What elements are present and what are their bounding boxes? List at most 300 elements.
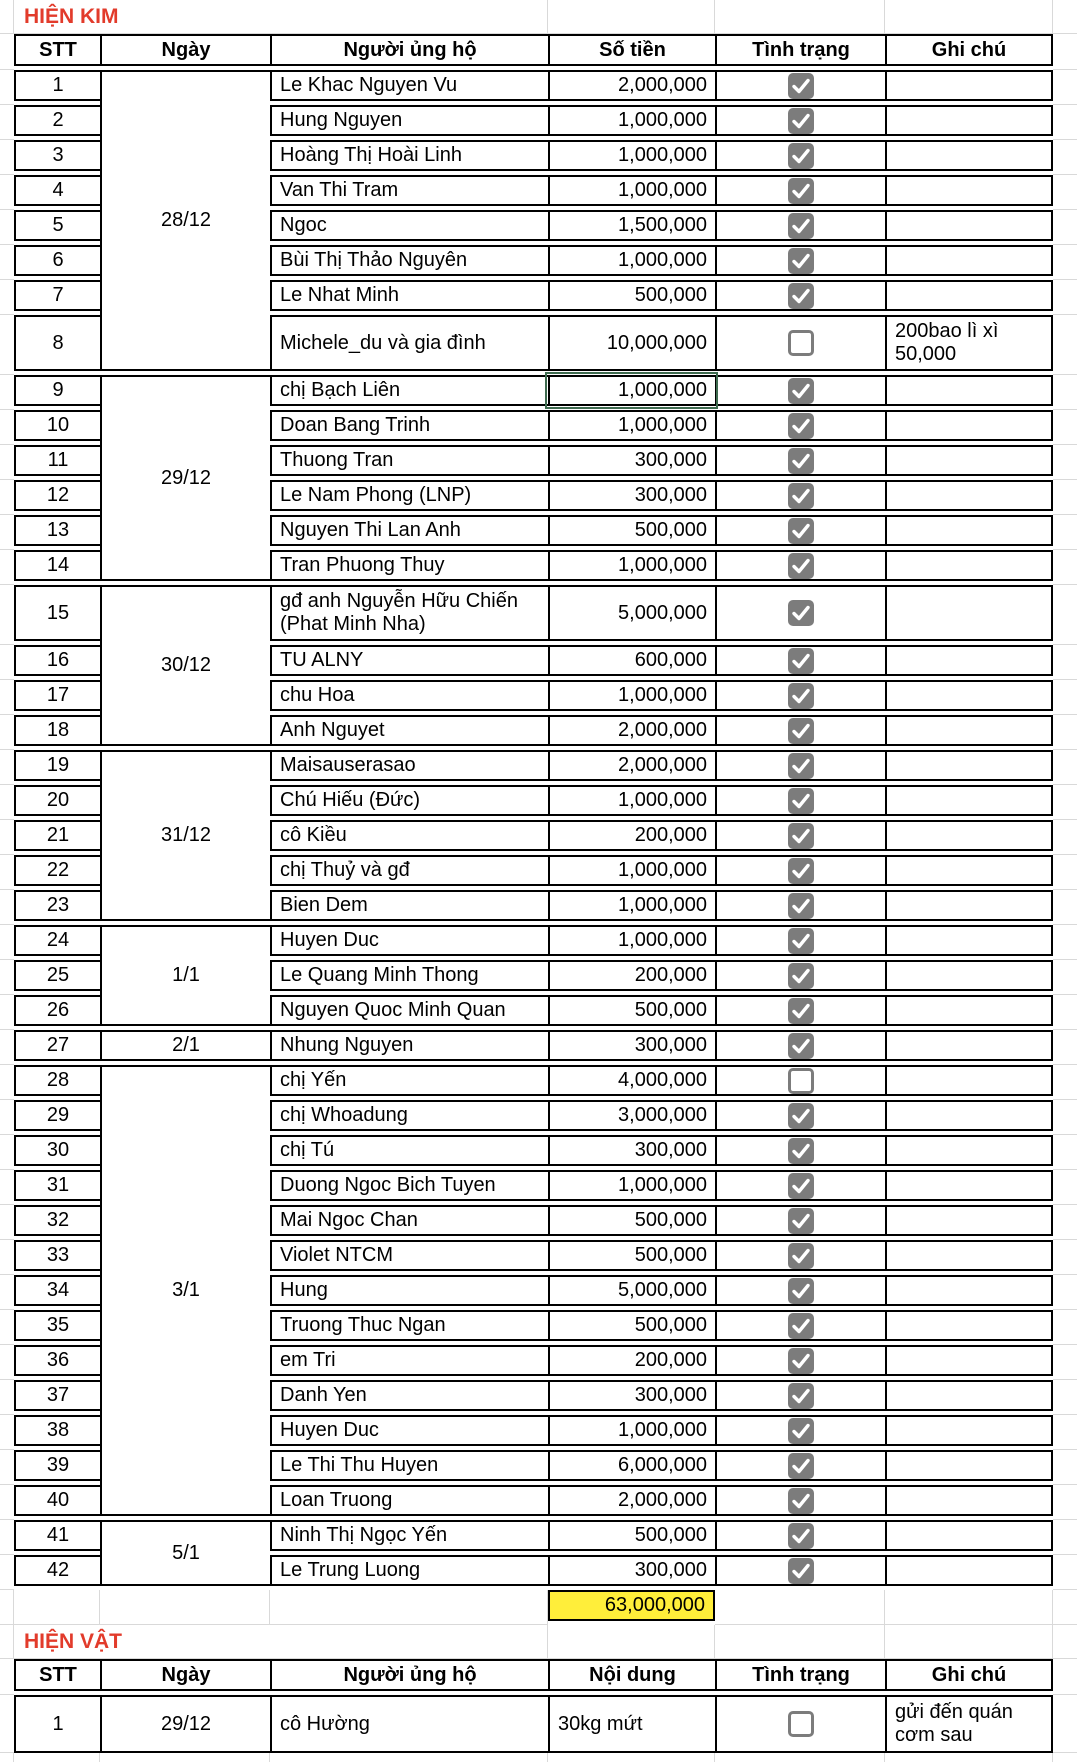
amount-cell-selected[interactable]: 1,000,000 <box>548 375 715 406</box>
status-cell[interactable] <box>715 480 885 511</box>
gridline-cell <box>270 1590 548 1625</box>
note-cell[interactable] <box>885 445 1053 476</box>
note-cell[interactable] <box>885 1100 1053 1131</box>
donor-name-cell[interactable]: Doan Bang Trinh <box>270 410 548 441</box>
status-cell[interactable] <box>715 1170 885 1201</box>
status-cell[interactable] <box>715 1065 885 1096</box>
note-cell[interactable] <box>885 995 1053 1026</box>
header-cell[interactable]: Ngày <box>100 1659 270 1691</box>
header-cell[interactable]: Số tiền <box>548 34 715 66</box>
donor-name-cell[interactable]: chị Whoadung <box>270 1100 548 1131</box>
stt-cell[interactable]: 21 <box>14 820 100 851</box>
status-cell[interactable] <box>715 1205 885 1236</box>
donor-name-cell[interactable]: chị Thuỷ và gđ <box>270 855 548 886</box>
margin-cell <box>0 855 14 890</box>
note-cell[interactable]: gửi đến quán cơm sau <box>885 1695 1053 1753</box>
amount-cell[interactable]: 4,000,000 <box>548 1065 715 1096</box>
status-checkbox-checked[interactable] <box>788 1523 814 1549</box>
amount-cell[interactable]: 1,000,000 <box>548 245 715 276</box>
stt-cell[interactable]: 37 <box>14 1380 100 1411</box>
total-amount-cell[interactable]: 63,000,000 <box>548 1590 715 1621</box>
status-checkbox-checked[interactable] <box>788 213 814 239</box>
amount-cell[interactable]: 1,000,000 <box>548 140 715 171</box>
status-checkbox-checked[interactable] <box>788 600 814 626</box>
status-cell[interactable] <box>715 245 885 276</box>
status-checkbox-unchecked[interactable] <box>788 330 814 356</box>
header-cell[interactable]: Tình trạng <box>715 34 885 66</box>
status-checkbox-unchecked[interactable] <box>788 1711 814 1737</box>
status-cell[interactable] <box>715 960 885 991</box>
donor-name-cell[interactable]: Duong Ngoc Bich Tuyen <box>270 1170 548 1201</box>
donor-name-cell[interactable]: chị Tú <box>270 1135 548 1166</box>
date-cell[interactable]: 5/1 <box>100 1520 270 1586</box>
note-cell[interactable] <box>885 1310 1053 1341</box>
note-cell[interactable] <box>885 1520 1053 1551</box>
note-cell[interactable] <box>885 890 1053 921</box>
stt-cell[interactable]: 36 <box>14 1345 100 1376</box>
status-checkbox-checked[interactable] <box>788 1488 814 1514</box>
amount-cell[interactable]: 1,500,000 <box>548 210 715 241</box>
amount-cell[interactable]: 300,000 <box>548 1135 715 1166</box>
amount-cell[interactable]: 1,000,000 <box>548 680 715 711</box>
status-checkbox-checked[interactable] <box>788 73 814 99</box>
status-cell[interactable] <box>715 1030 885 1061</box>
note-cell[interactable] <box>885 645 1053 676</box>
donor-name-cell[interactable]: cô Kiều <box>270 820 548 851</box>
stt-cell[interactable]: 4 <box>14 175 100 206</box>
amount-cell[interactable]: 600,000 <box>548 645 715 676</box>
note-cell[interactable] <box>885 1380 1053 1411</box>
note-cell[interactable] <box>885 750 1053 781</box>
margin-cell <box>1053 375 1077 410</box>
margin-cell <box>0 245 14 280</box>
stt-cell[interactable]: 2 <box>14 105 100 136</box>
amount-cell[interactable]: 1,000,000 <box>548 175 715 206</box>
note-cell[interactable] <box>885 1240 1053 1271</box>
header-cell[interactable]: Ghi chú <box>885 34 1053 66</box>
status-checkbox-checked[interactable] <box>788 718 814 744</box>
amount-cell[interactable]: 300,000 <box>548 1555 715 1586</box>
note-cell[interactable] <box>885 855 1053 886</box>
note-cell[interactable] <box>885 1135 1053 1166</box>
stt-cell[interactable]: 41 <box>14 1520 100 1551</box>
status-checkbox-checked[interactable] <box>788 788 814 814</box>
status-checkbox-checked[interactable] <box>788 963 814 989</box>
stt-cell[interactable]: 23 <box>14 890 100 921</box>
donor-name-cell[interactable]: Le Quang Minh Thong <box>270 960 548 991</box>
amount-cell[interactable]: 500,000 <box>548 1520 715 1551</box>
donor-name-cell[interactable]: Michele_du và gia đình <box>270 315 548 371</box>
status-checkbox-checked[interactable] <box>788 1348 814 1374</box>
amount-cell[interactable]: 300,000 <box>548 445 715 476</box>
amount-cell[interactable]: 300,000 <box>548 480 715 511</box>
status-cell[interactable] <box>715 550 885 581</box>
status-cell[interactable] <box>715 1695 885 1753</box>
status-checkbox-checked[interactable] <box>788 448 814 474</box>
status-checkbox-checked[interactable] <box>788 248 814 274</box>
amount-cell[interactable]: 500,000 <box>548 1310 715 1341</box>
amount-cell[interactable]: 500,000 <box>548 995 715 1026</box>
header-cell[interactable]: Người ủng hộ <box>270 34 548 66</box>
status-cell[interactable] <box>715 855 885 886</box>
margin-cell <box>1053 175 1077 210</box>
donor-name-cell[interactable]: Le Nhat Minh <box>270 280 548 311</box>
status-cell[interactable] <box>715 680 885 711</box>
status-cell[interactable] <box>715 1450 885 1481</box>
status-checkbox-checked[interactable] <box>788 998 814 1024</box>
note-cell[interactable] <box>885 1555 1053 1586</box>
header-cell[interactable]: Người ủng hộ <box>270 1659 548 1691</box>
date-cell[interactable]: 30/12 <box>100 585 270 746</box>
status-cell[interactable] <box>715 1240 885 1271</box>
donor-name-cell[interactable]: Hung <box>270 1275 548 1306</box>
margin-cell <box>0 105 14 140</box>
status-cell[interactable] <box>715 1310 885 1341</box>
margin-cell <box>1053 550 1077 585</box>
stt-cell[interactable]: 40 <box>14 1485 100 1516</box>
donor-name-cell[interactable]: Ninh Thị Ngọc Yến <box>270 1520 548 1551</box>
donor-name-cell[interactable]: Le Khac Nguyen Vu <box>270 70 548 101</box>
status-checkbox-checked[interactable] <box>788 1208 814 1234</box>
donor-name-cell[interactable]: Tran Phuong Thuy <box>270 550 548 581</box>
header-cell[interactable]: Tình trạng <box>715 1659 885 1691</box>
note-cell[interactable] <box>885 210 1053 241</box>
content-cell[interactable]: 30kg mứt <box>548 1695 715 1753</box>
amount-cell[interactable]: 500,000 <box>548 515 715 546</box>
donor-name-cell[interactable]: em Tri <box>270 1345 548 1376</box>
status-cell[interactable] <box>715 515 885 546</box>
status-checkbox-checked[interactable] <box>788 413 814 439</box>
amount-cell[interactable]: 500,000 <box>548 1240 715 1271</box>
status-cell[interactable] <box>715 1555 885 1586</box>
note-cell[interactable] <box>885 140 1053 171</box>
status-cell[interactable] <box>715 890 885 921</box>
status-checkbox-checked[interactable] <box>788 1558 814 1584</box>
donor-name-cell[interactable]: Nhung Nguyen <box>270 1030 548 1061</box>
status-cell[interactable] <box>715 375 885 406</box>
donor-name-cell[interactable]: chị Bạch Liên <box>270 375 548 406</box>
margin-cell <box>0 1380 14 1415</box>
donor-name-cell[interactable]: Huyen Duc <box>270 1415 548 1446</box>
note-cell[interactable] <box>885 585 1053 641</box>
note-cell[interactable] <box>885 480 1053 511</box>
status-cell[interactable] <box>715 315 885 371</box>
date-cell[interactable]: 2/1 <box>100 1030 270 1061</box>
amount-cell[interactable]: 3,000,000 <box>548 1100 715 1131</box>
amount-cell[interactable]: 1,000,000 <box>548 890 715 921</box>
note-cell[interactable] <box>885 1030 1053 1061</box>
donor-name-cell[interactable]: Ngoc <box>270 210 548 241</box>
status-checkbox-checked[interactable] <box>788 518 814 544</box>
status-checkbox-checked[interactable] <box>788 553 814 579</box>
status-cell[interactable] <box>715 1520 885 1551</box>
amount-cell[interactable]: 6,000,000 <box>548 1450 715 1481</box>
status-cell[interactable] <box>715 410 885 441</box>
stt-cell[interactable]: 19 <box>14 750 100 781</box>
status-checkbox-checked[interactable] <box>788 1453 814 1479</box>
amount-cell[interactable]: 5,000,000 <box>548 585 715 641</box>
stt-cell[interactable]: 18 <box>14 715 100 746</box>
status-cell[interactable] <box>715 585 885 641</box>
note-cell[interactable] <box>885 960 1053 991</box>
status-checkbox-checked[interactable] <box>788 1278 814 1304</box>
margin-cell <box>0 680 14 715</box>
amount-cell[interactable]: 500,000 <box>548 1205 715 1236</box>
status-cell[interactable] <box>715 105 885 136</box>
amount-cell[interactable]: 1,000,000 <box>548 1415 715 1446</box>
margin-cell <box>1053 1170 1077 1205</box>
note-cell[interactable] <box>885 515 1053 546</box>
stt-cell[interactable]: 42 <box>14 1555 100 1586</box>
status-cell[interactable] <box>715 280 885 311</box>
date-cell[interactable]: 3/1 <box>100 1065 270 1516</box>
donor-name-cell[interactable]: chu Hoa <box>270 680 548 711</box>
status-cell[interactable] <box>715 445 885 476</box>
status-checkbox-checked[interactable] <box>788 483 814 509</box>
header-cell[interactable]: Ghi chú <box>885 1659 1053 1691</box>
donor-name-cell[interactable]: Maisauserasao <box>270 750 548 781</box>
stt-cell[interactable]: 25 <box>14 960 100 991</box>
amount-cell[interactable]: 300,000 <box>548 1380 715 1411</box>
donor-name-cell[interactable]: Nguyen Quoc Minh Quan <box>270 995 548 1026</box>
status-cell[interactable] <box>715 1275 885 1306</box>
status-cell[interactable] <box>715 175 885 206</box>
amount-cell[interactable]: 200,000 <box>548 960 715 991</box>
header-cell[interactable]: Ngày <box>100 34 270 66</box>
donor-name-cell[interactable]: Danh Yen <box>270 1380 548 1411</box>
donor-name-cell[interactable]: Mai Ngoc Chan <box>270 1205 548 1236</box>
stt-cell[interactable]: 38 <box>14 1415 100 1446</box>
status-checkbox-checked[interactable] <box>788 683 814 709</box>
status-checkbox-checked[interactable] <box>788 1418 814 1444</box>
stt-cell[interactable]: 11 <box>14 445 100 476</box>
stt-cell[interactable]: 32 <box>14 1205 100 1236</box>
stt-cell[interactable]: 28 <box>14 1065 100 1096</box>
status-cell[interactable] <box>715 1100 885 1131</box>
note-cell[interactable] <box>885 1205 1053 1236</box>
note-cell[interactable] <box>885 70 1053 101</box>
donor-name-cell[interactable]: Van Thi Tram <box>270 175 548 206</box>
margin-cell <box>0 315 14 375</box>
donor-name-cell[interactable]: Hung Nguyen <box>270 105 548 136</box>
status-cell[interactable] <box>715 715 885 746</box>
stt-cell[interactable]: 10 <box>14 410 100 441</box>
note-cell[interactable]: 200bao lì xì 50,000 <box>885 315 1053 371</box>
status-cell[interactable] <box>715 70 885 101</box>
stt-cell[interactable]: 6 <box>14 245 100 276</box>
stt-cell[interactable]: 3 <box>14 140 100 171</box>
stt-cell[interactable]: 5 <box>14 210 100 241</box>
donor-name-cell[interactable]: Nguyen Thi Lan Anh <box>270 515 548 546</box>
stt-cell[interactable]: 26 <box>14 995 100 1026</box>
margin-cell <box>0 585 14 645</box>
stt-cell[interactable]: 35 <box>14 1310 100 1341</box>
header-cell[interactable]: STT <box>14 34 100 66</box>
status-checkbox-checked[interactable] <box>788 1383 814 1409</box>
status-cell[interactable] <box>715 140 885 171</box>
note-cell[interactable] <box>885 410 1053 441</box>
note-cell[interactable] <box>885 175 1053 206</box>
stt-cell[interactable]: 33 <box>14 1240 100 1271</box>
header-cell[interactable]: STT <box>14 1659 100 1691</box>
donor-name-cell[interactable]: Hoàng Thị Hoài Linh <box>270 140 548 171</box>
status-checkbox-checked[interactable] <box>788 178 814 204</box>
note-cell[interactable] <box>885 715 1053 746</box>
note-cell[interactable] <box>885 550 1053 581</box>
donor-name-cell[interactable]: Le Trung Luong <box>270 1555 548 1586</box>
donor-name-cell[interactable]: Chú Hiếu (Đức) <box>270 785 548 816</box>
amount-cell[interactable]: 1,000,000 <box>548 410 715 441</box>
date-cell[interactable]: 29/12 <box>100 375 270 581</box>
status-cell[interactable] <box>715 1485 885 1516</box>
amount-cell[interactable]: 2,000,000 <box>548 1485 715 1516</box>
note-cell[interactable] <box>885 785 1053 816</box>
stt-cell[interactable]: 17 <box>14 680 100 711</box>
amount-cell[interactable]: 200,000 <box>548 1345 715 1376</box>
note-cell[interactable] <box>885 820 1053 851</box>
status-checkbox-checked[interactable] <box>788 378 814 404</box>
status-cell[interactable] <box>715 1380 885 1411</box>
note-cell[interactable] <box>885 1415 1053 1446</box>
margin-cell <box>1053 1695 1077 1753</box>
margin-cell <box>1053 585 1077 645</box>
stt-cell[interactable]: 1 <box>14 1695 100 1753</box>
status-cell[interactable] <box>715 995 885 1026</box>
donor-name-cell[interactable]: Violet NTCM <box>270 1240 548 1271</box>
amount-cell[interactable]: 200,000 <box>548 820 715 851</box>
status-checkbox-checked[interactable] <box>788 283 814 309</box>
date-cell[interactable]: 31/12 <box>100 750 270 921</box>
donor-name-cell[interactable]: Le Thi Thu Huyen <box>270 1450 548 1481</box>
note-cell[interactable] <box>885 1065 1053 1096</box>
status-checkbox-checked[interactable] <box>788 753 814 779</box>
status-cell[interactable] <box>715 1135 885 1166</box>
margin-cell <box>1053 1205 1077 1240</box>
note-cell[interactable] <box>885 680 1053 711</box>
date-cell[interactable]: 28/12 <box>100 70 270 371</box>
amount-cell[interactable]: 2,000,000 <box>548 750 715 781</box>
status-cell[interactable] <box>715 1415 885 1446</box>
stt-cell[interactable]: 30 <box>14 1135 100 1166</box>
status-checkbox-checked[interactable] <box>788 1033 814 1059</box>
date-cell[interactable]: 29/12 <box>100 1695 270 1753</box>
status-checkbox-checked[interactable] <box>788 1138 814 1164</box>
note-cell[interactable] <box>885 1170 1053 1201</box>
note-cell[interactable] <box>885 1450 1053 1481</box>
margin-cell <box>1053 1485 1077 1520</box>
amount-cell[interactable]: 5,000,000 <box>548 1275 715 1306</box>
donor-name-cell[interactable]: Bùi Thị Thảo Nguyên <box>270 245 548 276</box>
status-cell[interactable] <box>715 785 885 816</box>
status-cell[interactable] <box>715 925 885 956</box>
amount-cell[interactable]: 300,000 <box>548 1030 715 1061</box>
status-checkbox-checked[interactable] <box>788 1103 814 1129</box>
status-checkbox-checked[interactable] <box>788 648 814 674</box>
status-checkbox-checked[interactable] <box>788 143 814 169</box>
donor-name-cell[interactable]: chị Yến <box>270 1065 548 1096</box>
note-cell[interactable] <box>885 1275 1053 1306</box>
donor-name-cell[interactable]: gđ anh Nguyễn Hữu Chiến (Phat Minh Nha) <box>270 585 548 641</box>
stt-cell[interactable]: 31 <box>14 1170 100 1201</box>
stt-cell[interactable]: 8 <box>14 315 100 371</box>
status-checkbox-checked[interactable] <box>788 823 814 849</box>
amount-cell[interactable]: 2,000,000 <box>548 715 715 746</box>
stt-cell[interactable]: 14 <box>14 550 100 581</box>
status-cell[interactable] <box>715 750 885 781</box>
stt-cell[interactable]: 7 <box>14 280 100 311</box>
stt-cell[interactable]: 1 <box>14 70 100 101</box>
stt-cell[interactable]: 16 <box>14 645 100 676</box>
amount-cell[interactable]: 1,000,000 <box>548 105 715 136</box>
note-cell[interactable] <box>885 375 1053 406</box>
amount-cell[interactable]: 10,000,000 <box>548 315 715 371</box>
stt-cell[interactable]: 15 <box>14 585 100 641</box>
stt-cell[interactable]: 12 <box>14 480 100 511</box>
amount-cell[interactable]: 1,000,000 <box>548 785 715 816</box>
note-cell[interactable] <box>885 105 1053 136</box>
note-cell[interactable] <box>885 1485 1053 1516</box>
status-checkbox-checked[interactable] <box>788 893 814 919</box>
date-cell[interactable]: 1/1 <box>100 925 270 1026</box>
amount-cell[interactable]: 1,000,000 <box>548 1170 715 1201</box>
stt-cell[interactable]: 24 <box>14 925 100 956</box>
status-checkbox-checked[interactable] <box>788 1173 814 1199</box>
margin-cell <box>1053 0 1077 34</box>
stt-cell[interactable]: 29 <box>14 1100 100 1131</box>
stt-cell[interactable]: 34 <box>14 1275 100 1306</box>
status-checkbox-unchecked[interactable] <box>788 1068 814 1094</box>
status-cell[interactable] <box>715 645 885 676</box>
amount-cell[interactable]: 500,000 <box>548 280 715 311</box>
note-cell[interactable] <box>885 280 1053 311</box>
amount-cell[interactable]: 1,000,000 <box>548 925 715 956</box>
stt-cell[interactable]: 9 <box>14 375 100 406</box>
margin-cell <box>1053 410 1077 445</box>
donor-name-cell[interactable]: Loan Truong <box>270 1485 548 1516</box>
note-cell[interactable] <box>885 1345 1053 1376</box>
margin-cell <box>1053 445 1077 480</box>
donor-name-cell[interactable]: Le Nam Phong (LNP) <box>270 480 548 511</box>
stt-cell[interactable]: 13 <box>14 515 100 546</box>
status-checkbox-checked[interactable] <box>788 108 814 134</box>
donor-name-cell[interactable]: Anh Nguyet <box>270 715 548 746</box>
note-cell[interactable] <box>885 925 1053 956</box>
status-checkbox-checked[interactable] <box>788 1313 814 1339</box>
stt-cell[interactable]: 22 <box>14 855 100 886</box>
donor-name-cell[interactable]: Bien Dem <box>270 890 548 921</box>
donor-name-cell[interactable]: Thuong Tran <box>270 445 548 476</box>
status-checkbox-checked[interactable] <box>788 858 814 884</box>
header-cell[interactable]: Nội dung <box>548 1659 715 1691</box>
amount-cell[interactable]: 1,000,000 <box>548 855 715 886</box>
amount-cell[interactable]: 2,000,000 <box>548 70 715 101</box>
stt-cell[interactable]: 20 <box>14 785 100 816</box>
donor-name-cell[interactable]: TU ALNY <box>270 645 548 676</box>
note-cell[interactable] <box>885 245 1053 276</box>
stt-cell[interactable]: 27 <box>14 1030 100 1061</box>
status-cell[interactable] <box>715 1345 885 1376</box>
status-cell[interactable] <box>715 210 885 241</box>
donor-name-cell[interactable]: cô Hường <box>270 1695 548 1753</box>
stt-cell[interactable]: 39 <box>14 1450 100 1481</box>
status-cell[interactable] <box>715 820 885 851</box>
status-checkbox-checked[interactable] <box>788 928 814 954</box>
donor-name-cell[interactable]: Huyen Duc <box>270 925 548 956</box>
amount-cell[interactable]: 1,000,000 <box>548 550 715 581</box>
donor-name-cell[interactable]: Truong Thuc Ngan <box>270 1310 548 1341</box>
margin-cell <box>1053 1065 1077 1100</box>
status-checkbox-checked[interactable] <box>788 1243 814 1269</box>
